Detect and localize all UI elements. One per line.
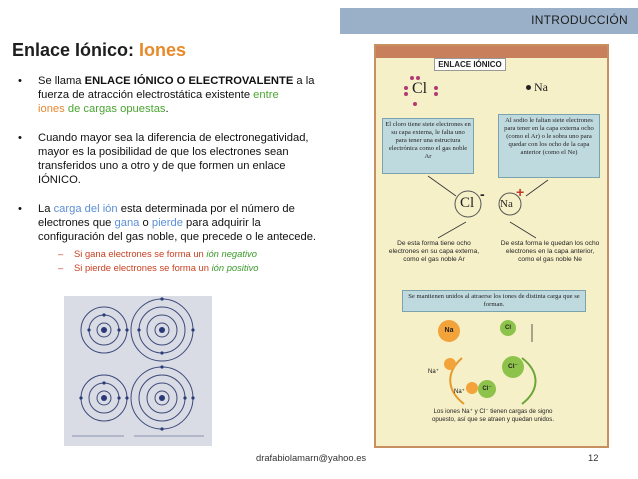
title-main: Enlace Iónico:: [12, 40, 140, 60]
bullet-text: Cuando mayor sea la diferencia de electronegatividad, mayor es la posibilidad de que los electrones sean transferidos uno a otro y de que formen un enlace IÓNICO.: [38, 132, 309, 186]
title-accent: Iones: [139, 40, 187, 60]
bullet-highlight: iones: [38, 103, 65, 115]
sodium-description: Al sodio le faltan siete electrones para tener en la capa externa ocho (como el Ar) o le sobra uno para quedar con los ocho de la capa anterior (como el Ne): [498, 114, 600, 178]
slide-title: [12, 40, 186, 61]
chlorine-result-text: De esta forma tiene ocho electrones en su capa externa, como el gas noble Ar: [388, 240, 480, 263]
sub-text: Si pierde electrones se forma un: [74, 262, 212, 273]
sodium-ion-symbol: Na: [500, 198, 513, 210]
page-number: 12: [588, 452, 599, 463]
bullet-text: esta determinada por el número de electrones que: [38, 203, 295, 229]
sodium-symbol: Na: [534, 80, 548, 94]
sodium-ion-label: Na⁺: [428, 369, 439, 375]
bullet-strong: ENLACE IÓNICO O ELECTROVALENTE: [84, 75, 294, 87]
sub-list: [38, 247, 330, 275]
bullet-text: o: [139, 217, 152, 229]
plus-sign: +: [516, 184, 525, 200]
union-text: Se mantienen unidos al atraerse los iones de distinta carga que se forman.: [402, 290, 586, 312]
chloride-ion-ball: Cl⁻: [502, 356, 524, 378]
bullet-text: .: [165, 103, 169, 115]
pair-chloride-ball: Cl⁻: [478, 380, 496, 398]
pair-sodium-ball: [466, 382, 478, 394]
bullet-highlight: de: [64, 103, 84, 115]
atom-shells-image: [64, 296, 212, 446]
bullet-highlight: carga del ión: [53, 203, 118, 215]
bullet-highlight: gana: [114, 217, 140, 229]
chlorine-description: El cloro tiene siete electrones en su capa externa, le falta uno para tener una estructura electrónica como el gas noble Ar: [382, 118, 474, 174]
bullet-text: Se llama: [38, 75, 85, 87]
minus-sign: -: [480, 186, 485, 202]
ionic-bond-figure: [374, 44, 609, 448]
sub-italic: ión negativo: [206, 248, 257, 259]
bullet-text: a la fuerza de atracción electrostática existente: [38, 75, 315, 101]
section-label: INTRODUCCIÓN: [531, 13, 628, 27]
bullet-text: para adquirir la configuración del gas noble, que precede o le antecede.: [38, 217, 317, 243]
footer-email: drafabiolamarn@yahoo.es: [256, 452, 367, 463]
sub-italic: ión positivo: [211, 262, 259, 273]
chloride-symbol: Cl: [460, 195, 475, 211]
sodium-result-text: De esta forma le quedan los ocho electrones en la capa anterior, como el gas noble Ne: [500, 240, 600, 263]
sodium-atom-ball: Na: [438, 320, 460, 342]
bullet-definition: [18, 74, 330, 116]
sodium-ion-ball: [444, 358, 456, 370]
bullet-ion-charge: [18, 202, 330, 275]
bottom-caption: Los iones Na⁺ y Cl⁻ tienen cargas de signo opuesto, así que se atraen y quedan unidos.: [431, 408, 555, 423]
bullet-highlight: entre: [253, 89, 279, 101]
pair-sodium-label: Na⁺: [454, 389, 465, 395]
bullet-electronegativity: [18, 131, 330, 187]
bullet-highlight: pierde: [151, 217, 183, 229]
chlorine-atom-ball: Cl: [500, 320, 516, 336]
section-header-bar: [340, 8, 638, 34]
bullet-text: La: [38, 203, 54, 215]
atom-shells-illustration: [64, 296, 212, 446]
figure-title: ENLACE IÓNICO: [434, 58, 506, 71]
sub-item-positive: [38, 261, 330, 275]
bullet-highlight: cargas opuestas: [83, 103, 166, 115]
chlorine-symbol: Cl: [412, 80, 428, 97]
bullet-list: [18, 74, 330, 290]
sub-text: Si gana electrones se forma un: [74, 248, 207, 259]
sub-item-negative: [38, 247, 330, 261]
